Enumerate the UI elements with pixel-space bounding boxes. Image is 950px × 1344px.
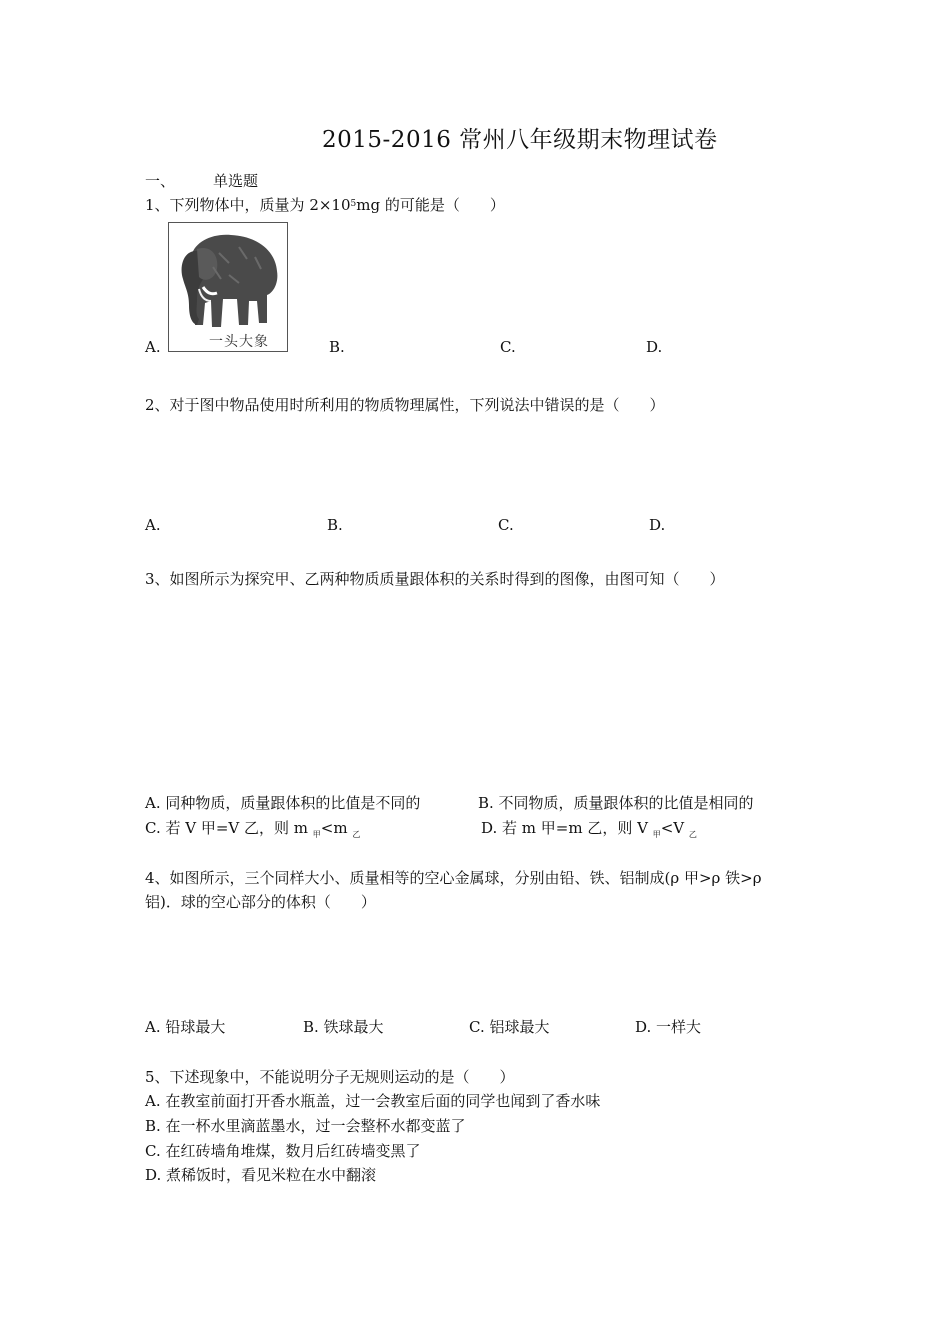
q1-option-b: B. [329,338,345,356]
q5-option-a: A. 在教室前面打开香水瓶盖，过一会教室后面的同学也闻到了香水味 [145,1092,601,1110]
q3-option-c: C. 若 V 甲=V 乙，则 m $_甲$<m $_乙$ [145,819,361,839]
q3-option-b: B. 不同物质，质量跟体积的比值是相同的 [478,794,754,812]
q3-option-a: A. 同种物质，质量跟体积的比值是不同的 [145,794,421,812]
question-5-stem: 5、下述现象中，不能说明分子无规则运动的是（ ） [145,1068,515,1086]
q4-option-a: A. 铅球最大 [145,1018,226,1036]
q2-option-d: D. [649,516,666,534]
question-2-stem: 2、对于图中物品使用时所利用的物质物理属性，下列说法中错误的是（ ） [145,396,665,414]
image-caption: 一头大象 [209,334,269,350]
q1-option-a: A. [145,338,161,356]
q5-option-d: D. 煮稀饭时，看见米粒在水中翻滚 [145,1166,377,1184]
q2-option-a: A. [145,516,161,534]
elephant-image [168,222,288,352]
q4-option-d: D. 一样大 [635,1018,702,1036]
question-3-stem: 3、如图所示为探究甲、乙两种物质质量跟体积的关系时得到的图像，由图可知（ ） [145,570,725,588]
q3-option-d: D. 若 m 甲=m 乙，则 V $_甲$<V $_乙$ [481,819,697,839]
q5-option-c: C. 在红砖墙角堆煤，数月后红砖墙变黑了 [145,1142,421,1160]
q4-option-c: C. 铝球最大 [469,1018,550,1036]
question-4-stem-line2: 铝)．球的空心部分的体积（ ） [145,893,376,911]
q4-option-b: B. 铁球最大 [303,1018,384,1036]
question-4-stem-line1: 4、如图所示，三个同样大小、质量相等的空心金属球，分别由铅、铁、铝制成(ρ 甲>ρ 铁>ρ [145,869,762,887]
q2-option-b: B. [327,516,343,534]
section-number: 一、 [145,172,176,190]
question-1-stem: 1、下列物体中，质量为 $2\times 10^5mg$ 的可能是（ ） [145,196,505,214]
section-name: 单选题 [213,172,259,190]
page-title: 2015-2016 常州八年级期末物理试卷 [322,127,718,153]
q2-option-c: C. [498,516,514,534]
q1-option-c: C. [500,338,516,356]
q1-option-d: D. [646,338,663,356]
q5-option-b: B. 在一杯水里滴蓝墨水，过一会整杯水都变蓝了 [145,1117,466,1135]
